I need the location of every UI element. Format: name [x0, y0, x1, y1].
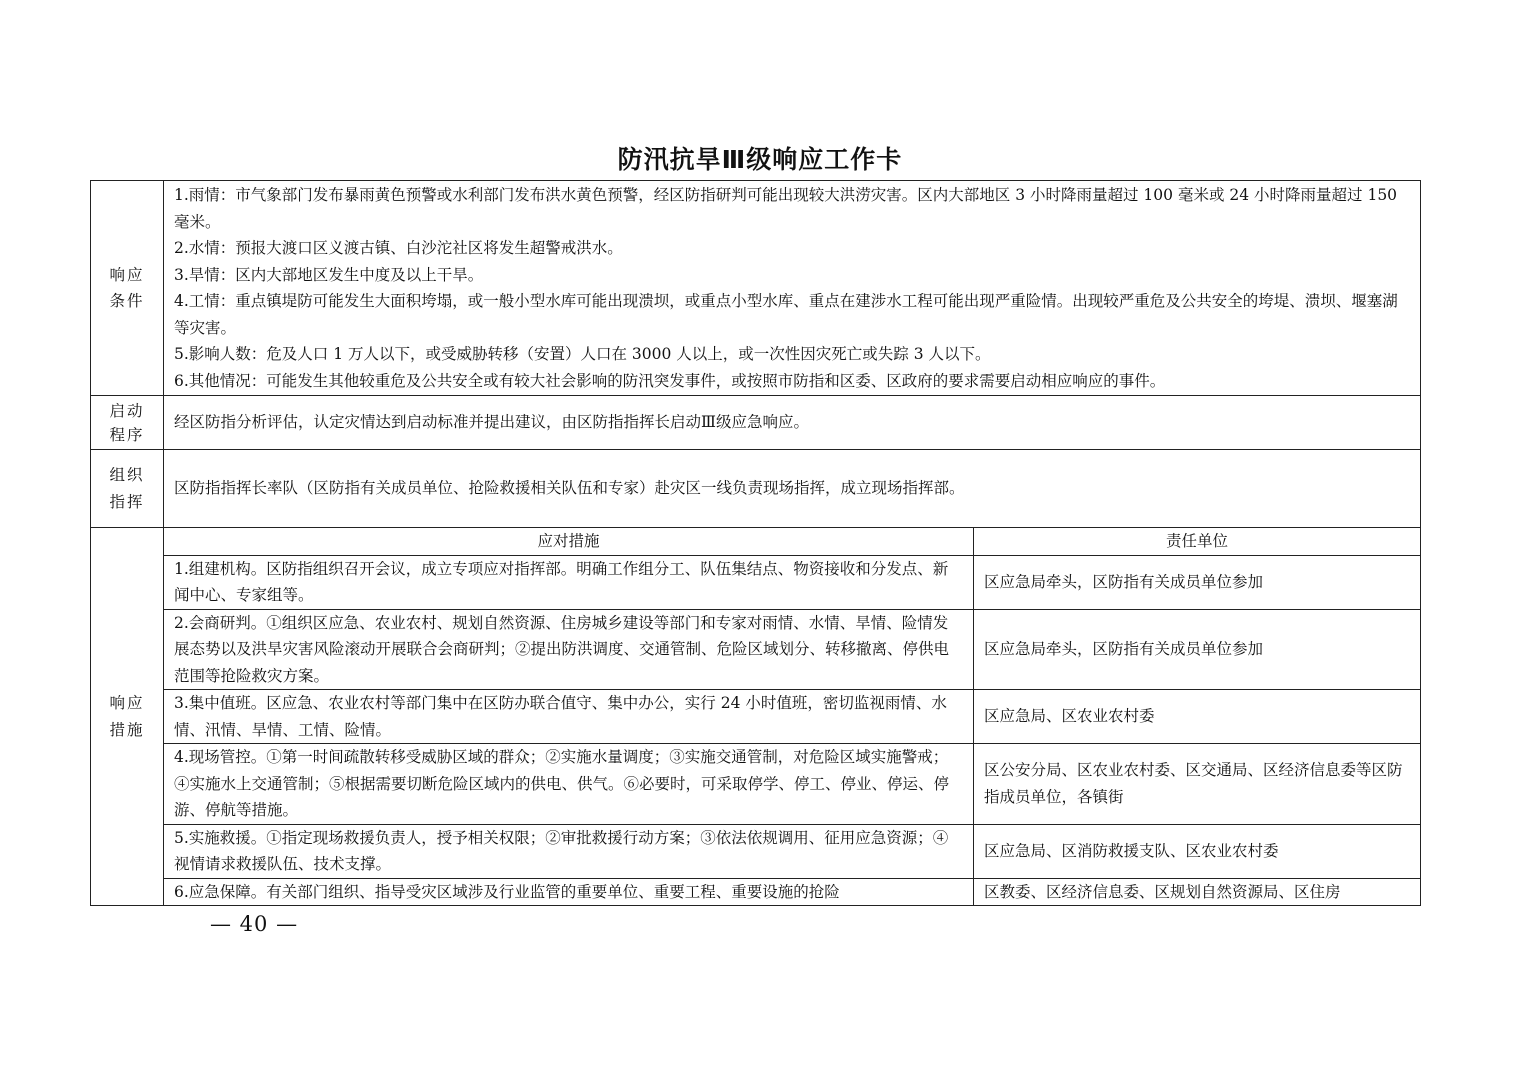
condition-item-rain: 1.雨情：市气象部门发布暴雨黄色预警或水利部门发布洪水黄色预警，经区防指研判可能出现较大洪涝灾害。区内大部地区 3 小时降雨量超过 100 毫米或 24 小时降雨量超过 150 毫米。: [174, 186, 1398, 231]
command-label: 组织 指挥: [91, 450, 164, 528]
measure-unit: 区应急局牵头，区防指有关成员单位参加: [974, 609, 1421, 690]
page-number: — 40 —: [210, 912, 299, 936]
measure-row: [91, 690, 1421, 744]
condition-item-drought: 3.旱情：区内大部地区发生中度及以上干旱。: [174, 265, 484, 284]
conditions-row: [91, 181, 1421, 396]
measure-row: [91, 824, 1421, 878]
measure-row: [91, 878, 1421, 906]
measure-text: 4.现场管控。①第一时间疏散转移受威胁区域的群众；②实施水量调度；③实施交通管制，对危险区域实施警戒；④实施水上交通管制；⑤根据需要切断危险区域内的供电、供气。⑥必要时，可采取停学、停工、停业、停运、停游、停航等措施。: [164, 744, 974, 825]
measure-unit: 区应急局牵头，区防指有关成员单位参加: [974, 555, 1421, 609]
measures-header-unit: 责任单位: [974, 528, 1421, 556]
condition-item-engineering: 4.工情：重点镇堤防可能发生大面积垮塌，或一般小型水库可能出现溃坝，或重点小型水库、重点在建涉水工程可能出现严重险情。出现较严重危及公共安全的垮堤、溃坝、堰塞湖等灾害。: [174, 292, 1398, 337]
measure-unit: 区应急局、区农业农村委: [974, 690, 1421, 744]
page-title: 防汛抗旱Ⅲ级响应工作卡: [617, 145, 903, 174]
command-row: [91, 450, 1421, 528]
measure-text: 1.组建机构。区防指组织召开会议，成立专项应对指挥部。明确工作组分工、队伍集结点、物资接收和分发点、新闻中心、专家组等。: [164, 555, 974, 609]
measures-label: 响应 措施: [91, 528, 164, 906]
measure-text: 2.会商研判。①组织区应急、农业农村、规划自然资源、住房城乡建设等部门和专家对雨情、水情、旱情、险情发展态势以及洪旱灾害风险滚动开展联合会商研判；②提出防洪调度、交通管制、危险区域划分、转移撤离、停供电范围等抢险救灾方案。: [164, 609, 974, 690]
measures-header-row: [91, 528, 1421, 556]
condition-item-affected-people: 5.影响人数：危及人口 1 万人以下，或受威胁转移（安置）人口在 3000 人以上，或一次性因灾死亡或失踪 3 人以下。: [174, 345, 991, 363]
measure-row: [91, 744, 1421, 825]
measure-text: 5.实施救援。①指定现场救援负责人，授予相关权限；②审批救援行动方案；③依法依规调用、征用应急资源；④视情请求救援队伍、技术支撑。: [164, 824, 974, 878]
measures-header-measure: 应对措施: [164, 528, 974, 556]
condition-item-water: 2.水情：预报大渡口区义渡古镇、白沙沱社区将发生超警戒洪水。: [174, 239, 623, 257]
startup-content: 经区防指分析评估，认定灾情达到启动标准并提出建议，由区防指指挥长启动Ⅲ级应急响应。: [164, 396, 1421, 450]
startup-label: 启动 程序: [91, 396, 164, 450]
measure-text: 3.集中值班。区应急、农业农村等部门集中在区防办联合值守、集中办公，实行 24 小时值班，密切监视雨情、水情、汛情、旱情、工情、险情。: [164, 690, 974, 744]
measure-unit: 区教委、区经济信息委、区规划自然资源局、区住房: [974, 878, 1421, 906]
response-work-card-table: [90, 180, 1421, 906]
measure-row: [91, 555, 1421, 609]
condition-item-other: 6.其他情况：可能发生其他较重危及公共安全或有较大社会影响的防汛突发事件，或按照市防指和区委、区政府的要求需要启动相应响应的事件。: [174, 371, 1166, 390]
measure-unit: 区公安分局、区农业农村委、区交通局、区经济信息委等区防指成员单位，各镇街: [974, 744, 1421, 825]
measure-row: [91, 609, 1421, 690]
measure-unit: 区应急局、区消防救援支队、区农业农村委: [974, 824, 1421, 878]
startup-row: [91, 396, 1421, 450]
conditions-label: 响应 条件: [91, 181, 164, 396]
conditions-content: [164, 181, 1421, 396]
measure-text: 6.应急保障。有关部门组织、指导受灾区域涉及行业监管的重要单位、重要工程、重要设施的抢险: [164, 878, 974, 906]
command-content: 区防指指挥长率队（区防指有关成员单位、抢险救援相关队伍和专家）赴灾区一线负责现场指挥，成立现场指挥部。: [164, 450, 1421, 528]
